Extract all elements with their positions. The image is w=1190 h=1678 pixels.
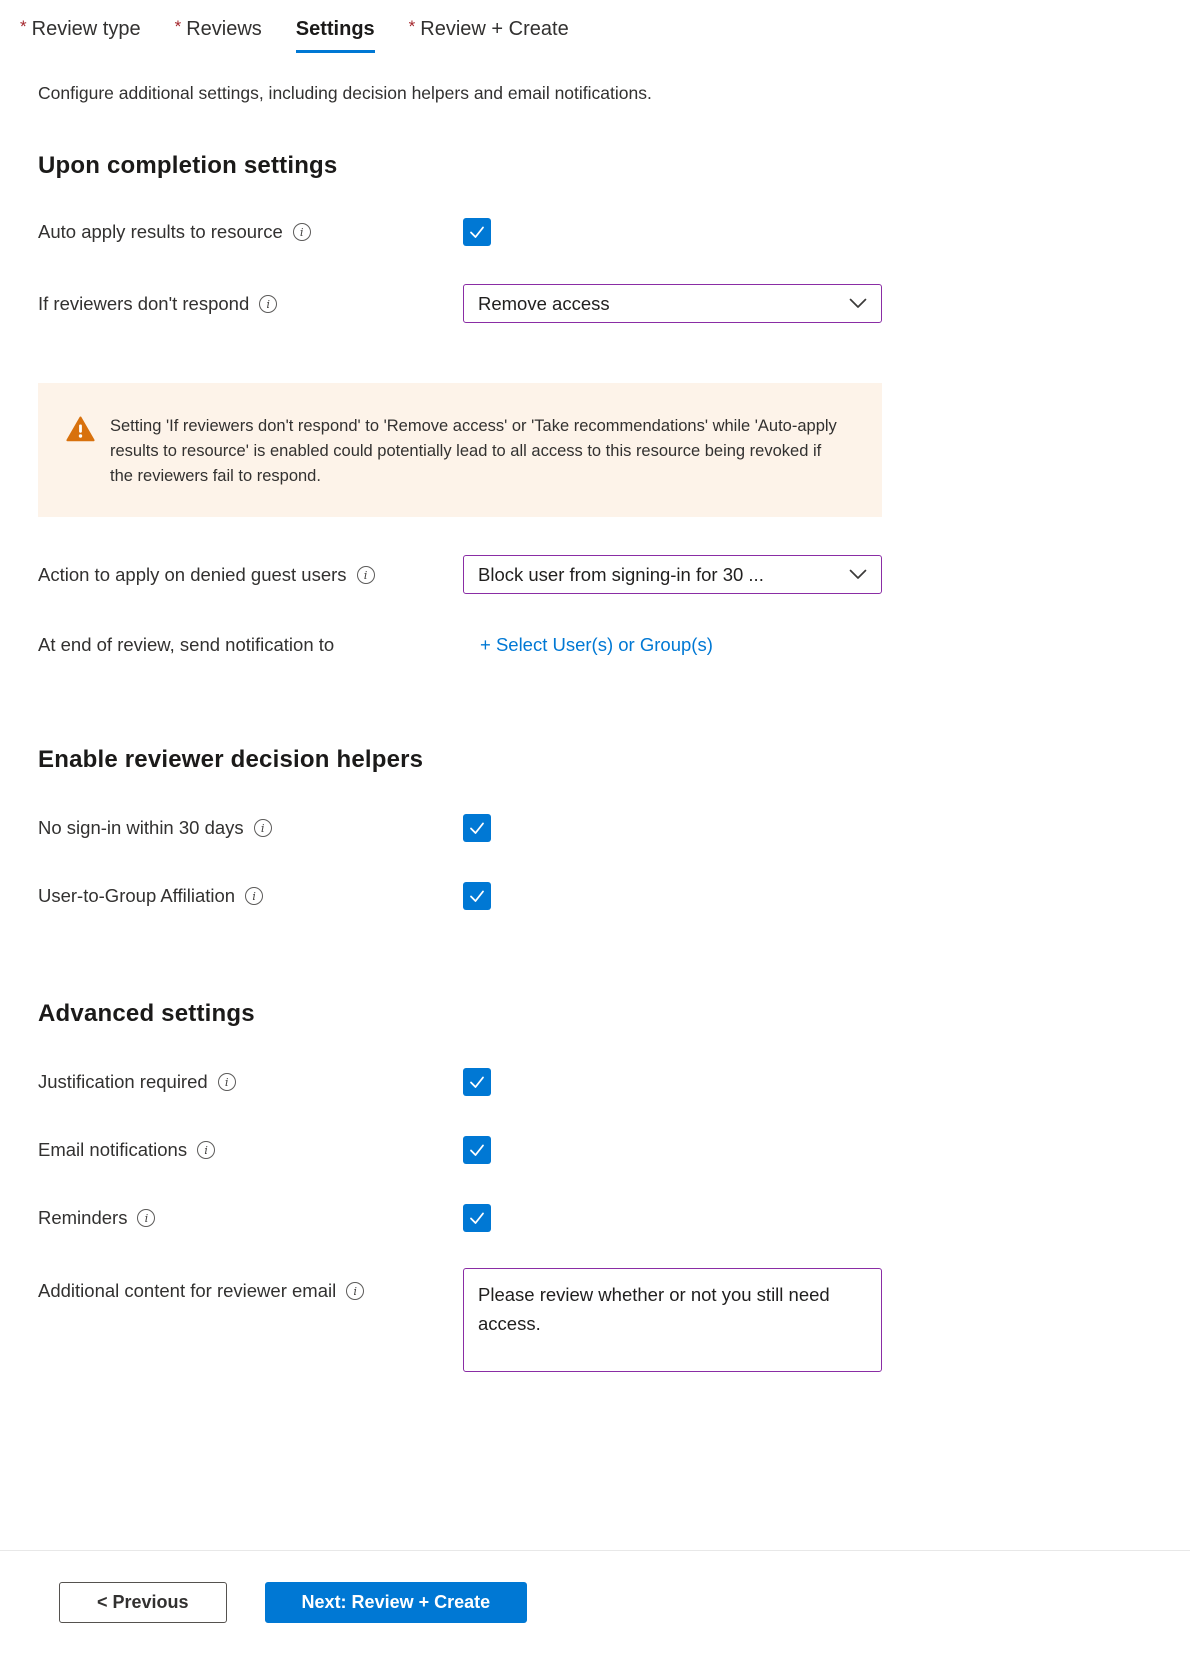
- additional-content-label: Additional content for reviewer email: [38, 1280, 337, 1301]
- info-icon[interactable]: [346, 1282, 364, 1300]
- row-label: [38, 564, 463, 586]
- row-label: [38, 221, 463, 243]
- tab-settings[interactable]: [296, 18, 375, 53]
- dropdown-value: Block user from signing-in for 30 ...: [478, 563, 764, 585]
- required-asterisk-icon: *: [408, 17, 416, 36]
- denied-guests-label: Action to apply on denied guest users: [38, 563, 347, 585]
- wizard-footer: [0, 1550, 1190, 1663]
- justification-checkbox[interactable]: [463, 1068, 491, 1096]
- page-description: Configure additional settings, including decision helpers and email notifications.: [38, 83, 652, 103]
- setting-row-affiliation: [38, 882, 1190, 910]
- row-label: [38, 1071, 463, 1093]
- checkmark-icon: [467, 222, 487, 242]
- justification-label: Justification required: [38, 1071, 208, 1092]
- tab-label: Settings: [295, 18, 375, 40]
- reminders-label: Reminders: [38, 1207, 128, 1228]
- email-notifications-checkbox[interactable]: [463, 1136, 491, 1164]
- info-icon[interactable]: [245, 887, 263, 905]
- checkmark-icon: [467, 1072, 487, 1092]
- tab-label: Reviews: [186, 18, 262, 40]
- required-asterisk-icon: *: [174, 17, 182, 36]
- info-icon[interactable]: [137, 1209, 155, 1227]
- email-notifications-label: Email notifications: [38, 1139, 188, 1160]
- setting-row-reminders: [38, 1204, 1190, 1232]
- row-label: [38, 817, 463, 839]
- info-icon[interactable]: [259, 295, 277, 313]
- no-signin-checkbox[interactable]: [463, 814, 491, 842]
- section-title-advanced: Advanced settings: [38, 1000, 255, 1027]
- affiliation-label: User-to-Group Affiliation: [38, 885, 236, 906]
- setting-row-email-notifications: [38, 1136, 1190, 1164]
- select-users-groups-link[interactable]: + Select User(s) or Group(s): [480, 634, 713, 655]
- tab-reviews[interactable]: [175, 18, 262, 53]
- chevron-down-icon: [849, 298, 867, 309]
- info-icon[interactable]: [254, 819, 272, 837]
- row-label: [38, 885, 463, 907]
- next-review-create-button[interactable]: Next: Review + Create: [265, 1582, 528, 1623]
- setting-row-notify: [38, 634, 1190, 656]
- row-label: [38, 634, 463, 656]
- affiliation-checkbox[interactable]: [463, 882, 491, 910]
- setting-row-additional-content: [38, 1268, 1190, 1372]
- auto-apply-checkbox[interactable]: [463, 218, 491, 246]
- info-icon[interactable]: [197, 1141, 215, 1159]
- info-icon[interactable]: [357, 566, 375, 584]
- info-glyph: i: [299, 225, 304, 239]
- setting-row-no-signin: [38, 814, 1190, 842]
- setting-row-justification: [38, 1068, 1190, 1096]
- info-glyph: i: [363, 567, 368, 582]
- tab-label: Review + Create: [420, 18, 569, 40]
- setting-row-denied-guests: [38, 555, 1190, 594]
- checkmark-icon: [467, 1140, 487, 1160]
- info-glyph: i: [224, 1075, 229, 1089]
- notify-label: At end of review, send notification to: [38, 634, 335, 655]
- required-asterisk-icon: *: [20, 17, 27, 36]
- tab-review-create[interactable]: [409, 18, 569, 53]
- tab-label: Review type: [31, 18, 141, 40]
- info-glyph: i: [260, 821, 265, 835]
- row-label: [38, 293, 463, 315]
- row-label: [38, 1207, 463, 1229]
- tab-review-type[interactable]: [20, 18, 141, 53]
- if-no-respond-dropdown[interactable]: [463, 284, 882, 323]
- checkmark-icon: [467, 886, 487, 906]
- info-glyph: i: [252, 889, 256, 903]
- chevron-down-icon: [849, 569, 867, 580]
- section-title-decision-helpers: Enable reviewer decision helpers: [38, 746, 424, 773]
- info-glyph: i: [144, 1211, 149, 1225]
- info-icon[interactable]: [293, 223, 311, 241]
- checkmark-icon: [467, 1208, 487, 1228]
- wizard-tab-strip: [0, 0, 1190, 53]
- info-glyph: i: [204, 1143, 208, 1157]
- row-label: [38, 1139, 463, 1161]
- warning-triangle-icon: [66, 416, 95, 442]
- info-icon[interactable]: [218, 1073, 236, 1091]
- setting-row-auto-apply: [38, 218, 1190, 246]
- reminders-checkbox[interactable]: [463, 1204, 491, 1232]
- additional-content-textarea[interactable]: [463, 1268, 882, 1372]
- warning-banner-text: Setting 'If reviewers don't respond' to 'Remove access' or 'Take recommendations' while 'Auto-apply results to resource' is enabled could potentially lead to all access to this resource being revoked if the reviewers fail to respond.: [110, 417, 837, 485]
- auto-apply-label: Auto apply results to resource: [38, 221, 283, 242]
- denied-guests-dropdown[interactable]: [463, 555, 882, 594]
- checkmark-icon: [467, 818, 487, 838]
- setting-row-if-no-respond: [38, 284, 1190, 323]
- no-signin-label: No sign-in within 30 days: [38, 817, 244, 838]
- info-glyph: i: [353, 1284, 358, 1298]
- row-label: [38, 1268, 463, 1302]
- info-glyph: i: [266, 296, 271, 311]
- warning-banner: [38, 383, 882, 517]
- section-title-upon-completion: Upon completion settings: [38, 152, 338, 179]
- if-no-respond-label: If reviewers don't respond: [38, 292, 250, 314]
- dropdown-value: Remove access: [478, 292, 610, 314]
- previous-button[interactable]: < Previous: [59, 1582, 227, 1623]
